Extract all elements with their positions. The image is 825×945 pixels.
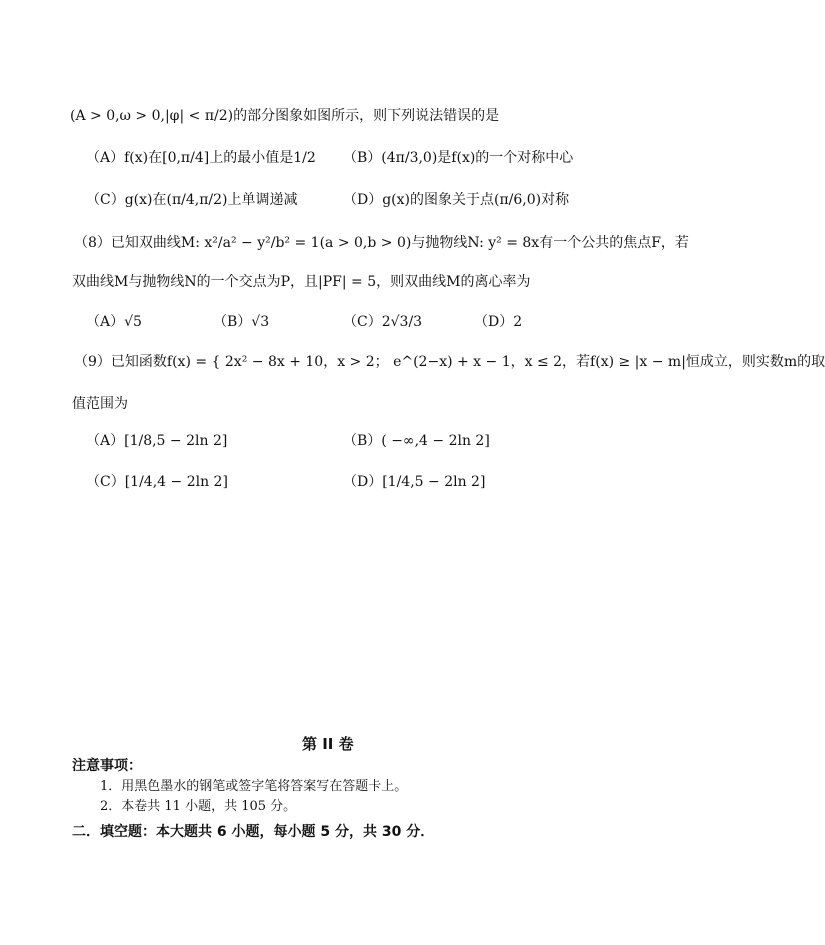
q7-option-b: （B）(4π/3,0)是f(x)的一个对称中心 <box>343 150 574 166</box>
q8-option-c: （C）2√3/3 <box>343 314 423 330</box>
q7-option-a: （A）f(x)在[0,π/4]上的最小值是1/2 <box>86 150 316 166</box>
section-heading: 二．填空题：本大题共 6 小题，每小题 5 分，共 30 分． <box>72 824 435 840</box>
q9-stem-line2: 值范围为 <box>72 396 128 412</box>
part2-title: 第 II 卷 <box>302 735 354 753</box>
q9-stem-line1: （9）已知函数f(x) = { 2x² − 8x + 10，x > 2； e^(2−x) + x − 1，x ≤ 2，若f(x) ≥ |x − m|恒成立，则实数m的取 <box>74 354 825 370</box>
q8-option-a: （A）√5 <box>86 314 142 330</box>
q8-option-b: （B）√3 <box>213 314 270 330</box>
q9-option-c: （C）[1/4,4 − 2ln 2] <box>86 474 228 490</box>
q9-option-b: （B）( −∞,4 − 2ln 2] <box>343 433 490 449</box>
q7-option-d: （D）g(x)的图象关于点(π/6,0)对称 <box>343 192 570 208</box>
notice-item-1: 1．用黑色墨水的钢笔或签字笔将答案写在答题卡上。 <box>100 779 408 794</box>
notice-heading: 注意事项： <box>72 758 142 774</box>
q7-option-c: （C）g(x)在(π/4,π/2)上单调递减 <box>86 192 298 208</box>
q7-stem-tail: (A > 0,ω > 0,|φ| < π/2)的部分图象如图所示，则下列说法错误的是 <box>70 108 500 124</box>
q9-option-d: （D）[1/4,5 − 2ln 2] <box>343 474 486 490</box>
q9-option-a: （A）[1/8,5 − 2ln 2] <box>86 433 228 449</box>
q8-stem-line1: （8）已知双曲线M: x²/a² − y²/b² = 1(a > 0,b > 0)与抛物线N: y² = 8x有一个公共的焦点F，若 <box>74 235 689 251</box>
q8-option-d: （D）2 <box>474 314 523 330</box>
notice-item-2: 2．本卷共 11 小题，共 105 分。 <box>100 799 297 814</box>
q8-stem-line2: 双曲线M与抛物线N的一个交点为P，且|PF| = 5，则双曲线M的离心率为 <box>72 274 531 290</box>
